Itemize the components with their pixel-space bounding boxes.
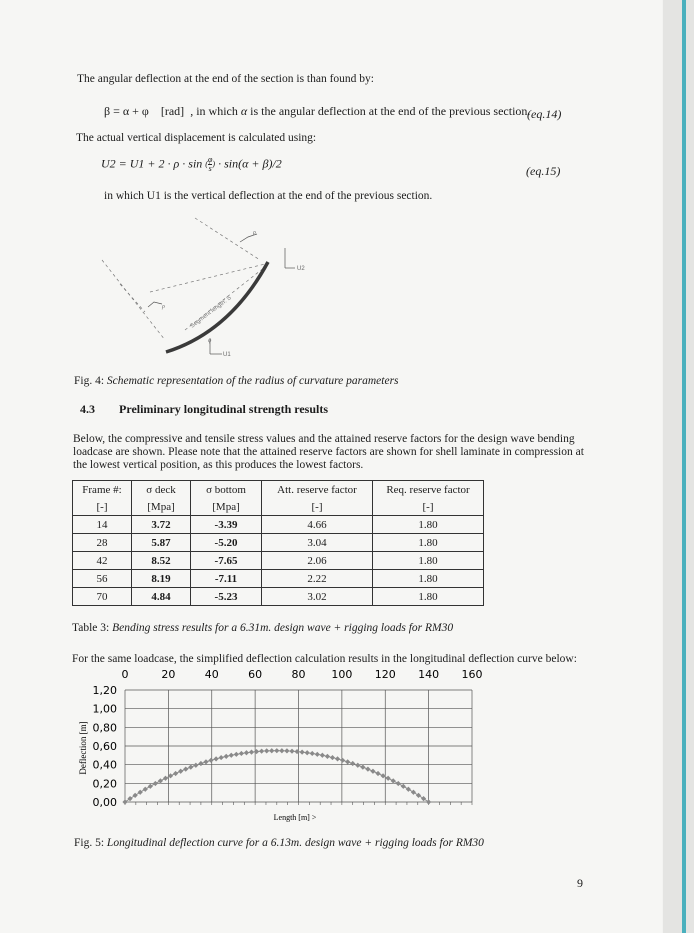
unit-sigma-deck: [Mpa] xyxy=(132,498,191,516)
cell-att-reserve: 2.06 xyxy=(262,552,373,570)
data-point-marker xyxy=(284,748,289,753)
unit-frame: [-] xyxy=(73,498,132,516)
data-point-marker xyxy=(203,759,208,764)
cell-att-reserve: 3.02 xyxy=(262,588,373,606)
data-point-marker xyxy=(305,750,310,755)
data-point-marker xyxy=(198,761,203,766)
data-point-marker xyxy=(315,752,320,757)
stress-results-table xyxy=(72,480,484,606)
x-tick-label: 120 xyxy=(374,668,396,681)
cell-att-reserve: 2.22 xyxy=(262,570,373,588)
x-tick-label: 0 xyxy=(121,668,129,681)
x-tick-labels xyxy=(122,668,483,681)
eq14-unit: [rad] xyxy=(160,104,185,118)
x-tick-label: 160 xyxy=(461,668,483,681)
table-row xyxy=(73,570,484,588)
x-tick-label: 40 xyxy=(204,668,219,681)
data-point-marker xyxy=(193,763,198,768)
table-caption-prefix: Table 3: xyxy=(72,622,110,634)
paragraph-line-3: the lowest vertical position, as this produces the lowest factors. xyxy=(73,459,364,471)
eq14-alpha: α xyxy=(240,104,248,118)
unit-req-reserve: [-] xyxy=(373,498,484,516)
page-number: 9 xyxy=(577,876,583,890)
table-header-row xyxy=(73,481,484,499)
cell-sigma-bottom: -3.39 xyxy=(191,516,262,534)
data-point-marker xyxy=(163,776,168,781)
fig5-caption xyxy=(74,837,484,849)
cell-frame: 28 xyxy=(73,534,132,552)
cell-frame: 42 xyxy=(73,552,132,570)
data-point-marker xyxy=(330,755,335,760)
data-point-marker xyxy=(269,748,274,753)
data-point-marker xyxy=(294,749,299,754)
data-point-marker xyxy=(396,781,401,786)
cell-req-reserve: 1.80 xyxy=(373,552,484,570)
eq15-label: (eq.15) xyxy=(526,164,561,178)
data-point-marker xyxy=(360,765,365,770)
data-point-marker xyxy=(254,749,259,754)
y-axis-label: Deflection [m] xyxy=(78,721,88,775)
cell-req-reserve: 1.80 xyxy=(373,534,484,552)
cell-att-reserve: 3.04 xyxy=(262,534,373,552)
data-point-marker xyxy=(133,793,138,798)
eq14-text-before: , in which xyxy=(190,104,238,118)
data-point-marker xyxy=(406,787,411,792)
data-point-marker xyxy=(264,748,269,753)
eq15-left: U2 = U1 + 2 · ρ · sin xyxy=(101,156,203,171)
eq15-frac-bottom: s xyxy=(208,164,212,173)
equation-15 xyxy=(101,156,282,173)
data-point-marker xyxy=(416,793,421,798)
data-point-marker xyxy=(239,751,244,756)
table-row xyxy=(73,516,484,534)
fig5-prefix: Fig. 5: xyxy=(74,837,105,849)
data-point-marker xyxy=(173,771,178,776)
curvature-schematic xyxy=(90,212,330,372)
table-caption xyxy=(72,622,453,634)
label-u1: U1 xyxy=(223,352,231,358)
paragraph-line-2: loadcase are shown. Please note that the attained reserve factors are shown for shell laminate in compression at xyxy=(73,446,584,458)
data-point-marker xyxy=(259,749,264,754)
cell-sigma-bottom: -5.20 xyxy=(191,534,262,552)
data-point-marker xyxy=(234,752,239,757)
data-point-marker xyxy=(386,776,391,781)
y-tick-label: 0,60 xyxy=(92,740,117,753)
data-point-marker xyxy=(158,778,163,783)
label-phi: φ xyxy=(208,338,212,344)
data-point-marker xyxy=(224,754,229,759)
cell-sigma-deck: 4.84 xyxy=(132,588,191,606)
eq14-formula: β = α + φ xyxy=(104,104,149,118)
cell-sigma-deck: 8.52 xyxy=(132,552,191,570)
fig4-caption xyxy=(74,375,399,387)
y-tick-label: 1,20 xyxy=(92,684,117,697)
table-row xyxy=(73,534,484,552)
data-point-marker xyxy=(208,758,213,763)
data-point-marker xyxy=(350,761,355,766)
label-segment-length: Segment length: S xyxy=(189,295,233,330)
y-tick-label: 0,00 xyxy=(92,796,117,809)
deflection-chart xyxy=(70,668,500,828)
header-frame: Frame #: xyxy=(73,481,132,499)
data-point-marker xyxy=(375,771,380,776)
chart-grid xyxy=(125,690,472,805)
fig4-prefix: Fig. 4: xyxy=(74,375,105,387)
data-point-marker xyxy=(153,781,158,786)
label-rho-left: ρ xyxy=(162,304,165,310)
data-point-marker xyxy=(229,753,234,758)
eq15-fraction: ( $\frac{\varphi}{s}$ ) xyxy=(205,155,216,173)
data-point-marker xyxy=(249,749,254,754)
cell-sigma-bottom: -5.23 xyxy=(191,588,262,606)
table-row xyxy=(73,552,484,570)
y-tick-labels xyxy=(93,684,118,809)
unit-att-reserve: [-] xyxy=(262,498,373,516)
unit-sigma-bottom: [Mpa] xyxy=(191,498,262,516)
data-point-marker xyxy=(401,784,406,789)
cell-sigma-deck: 3.72 xyxy=(132,516,191,534)
rho-left-marker xyxy=(148,302,162,307)
eq14-text-after: is the angular deflection at the end of the previous section. xyxy=(250,104,531,118)
cell-sigma-bottom: -7.11 xyxy=(191,570,262,588)
table-row xyxy=(73,588,484,606)
radius-line-top xyxy=(195,218,260,260)
x-axis-label: Length [m] > xyxy=(273,813,317,822)
data-point-marker xyxy=(148,784,153,789)
y-tick-label: 0,40 xyxy=(92,758,117,772)
table-caption-text: Bending stress results for a 6.31m. design wave + rigging loads for RM30 xyxy=(112,622,454,634)
cell-sigma-deck: 5.87 xyxy=(132,534,191,552)
cell-att-reserve: 4.66 xyxy=(262,516,373,534)
equation-14 xyxy=(104,104,530,119)
data-point-marker xyxy=(143,787,148,792)
data-point-marker xyxy=(421,796,426,801)
x-tick-label: 60 xyxy=(248,668,263,681)
header-att-reserve: Att. reserve factor xyxy=(262,481,373,499)
binding-strip xyxy=(682,0,686,933)
header-sigma-deck: σ deck xyxy=(132,481,191,499)
data-point-marker xyxy=(188,765,193,770)
fig4-text: Schematic representation of the radius of curvature parameters xyxy=(106,375,399,387)
y-tick-label: 0,80 xyxy=(92,721,117,735)
data-point-marker xyxy=(213,756,218,761)
y-tick-label: 1,00 xyxy=(92,702,117,716)
eq14-label: (eq.14) xyxy=(527,107,562,121)
data-point-marker xyxy=(274,748,279,753)
x-tick-label: 140 xyxy=(418,668,440,681)
data-point-marker xyxy=(391,778,396,783)
data-point-marker xyxy=(219,755,224,760)
data-point-marker xyxy=(289,749,294,754)
data-point-marker xyxy=(340,758,345,763)
fig5-text: Longitudinal deflection curve for a 6.13m. design wave + rigging loads for RM30 xyxy=(106,837,484,849)
label-u2: U2 xyxy=(297,266,305,272)
cell-req-reserve: 1.80 xyxy=(373,588,484,606)
data-point-marker xyxy=(325,754,330,759)
data-point-marker xyxy=(310,751,315,756)
eq15-right: · sin(α + β)/2 xyxy=(218,156,282,171)
x-tick-label: 100 xyxy=(331,668,353,681)
data-point-marker xyxy=(320,753,325,758)
data-point-marker xyxy=(355,763,360,768)
cell-sigma-deck: 8.19 xyxy=(132,570,191,588)
intro-line: The angular deflection at the end of the section is than found by: xyxy=(77,73,374,85)
cell-req-reserve: 1.80 xyxy=(373,516,484,534)
data-point-marker xyxy=(122,799,127,804)
chord-left xyxy=(120,284,145,312)
data-point-marker xyxy=(183,767,188,772)
data-point-marker xyxy=(345,759,350,764)
data-point-marker xyxy=(411,790,416,795)
section-title: Preliminary longitudinal strength results xyxy=(119,402,329,416)
u1-note: in which U1 is the vertical deflection at the end of the previous section. xyxy=(104,190,433,202)
page-edge xyxy=(663,0,694,933)
cell-sigma-bottom: -7.65 xyxy=(191,552,262,570)
cell-frame: 56 xyxy=(73,570,132,588)
data-point-marker xyxy=(300,749,305,754)
data-point-marker xyxy=(279,748,284,753)
cell-frame: 14 xyxy=(73,516,132,534)
data-point-marker xyxy=(244,750,249,755)
cell-frame: 70 xyxy=(73,588,132,606)
chart-intro: For the same loadcase, the simplified deflection calculation results in the longitudinal deflection curve below: xyxy=(72,653,577,665)
section-number: 4.3 xyxy=(80,402,95,416)
radius-line-left xyxy=(102,260,165,340)
data-point-marker xyxy=(426,799,431,804)
vertical-displacement-line: The actual vertical displacement is calculated using: xyxy=(76,132,317,144)
cell-req-reserve: 1.80 xyxy=(373,570,484,588)
header-sigma-bottom: σ bottom xyxy=(191,481,262,499)
table-units-row xyxy=(73,498,484,516)
data-point-marker xyxy=(127,796,132,801)
data-point-marker xyxy=(365,767,370,772)
data-point-marker xyxy=(335,756,340,761)
x-tick-label: 80 xyxy=(291,668,306,681)
data-point-marker xyxy=(138,790,143,795)
chord-top xyxy=(150,264,265,292)
label-rho-top: ρ xyxy=(253,230,256,236)
x-tick-label: 20 xyxy=(161,668,176,681)
eq15-frac-top: φ xyxy=(207,155,213,164)
header-req-reserve: Req. reserve factor xyxy=(373,481,484,499)
y-tick-label: 0,20 xyxy=(92,777,117,791)
data-point-marker xyxy=(370,769,375,774)
section-heading xyxy=(80,402,328,417)
paragraph-line-1: Below, the compressive and tensile stress values and the attained reserve factors for the design wave bending xyxy=(73,433,575,445)
data-point-marker xyxy=(178,769,183,774)
